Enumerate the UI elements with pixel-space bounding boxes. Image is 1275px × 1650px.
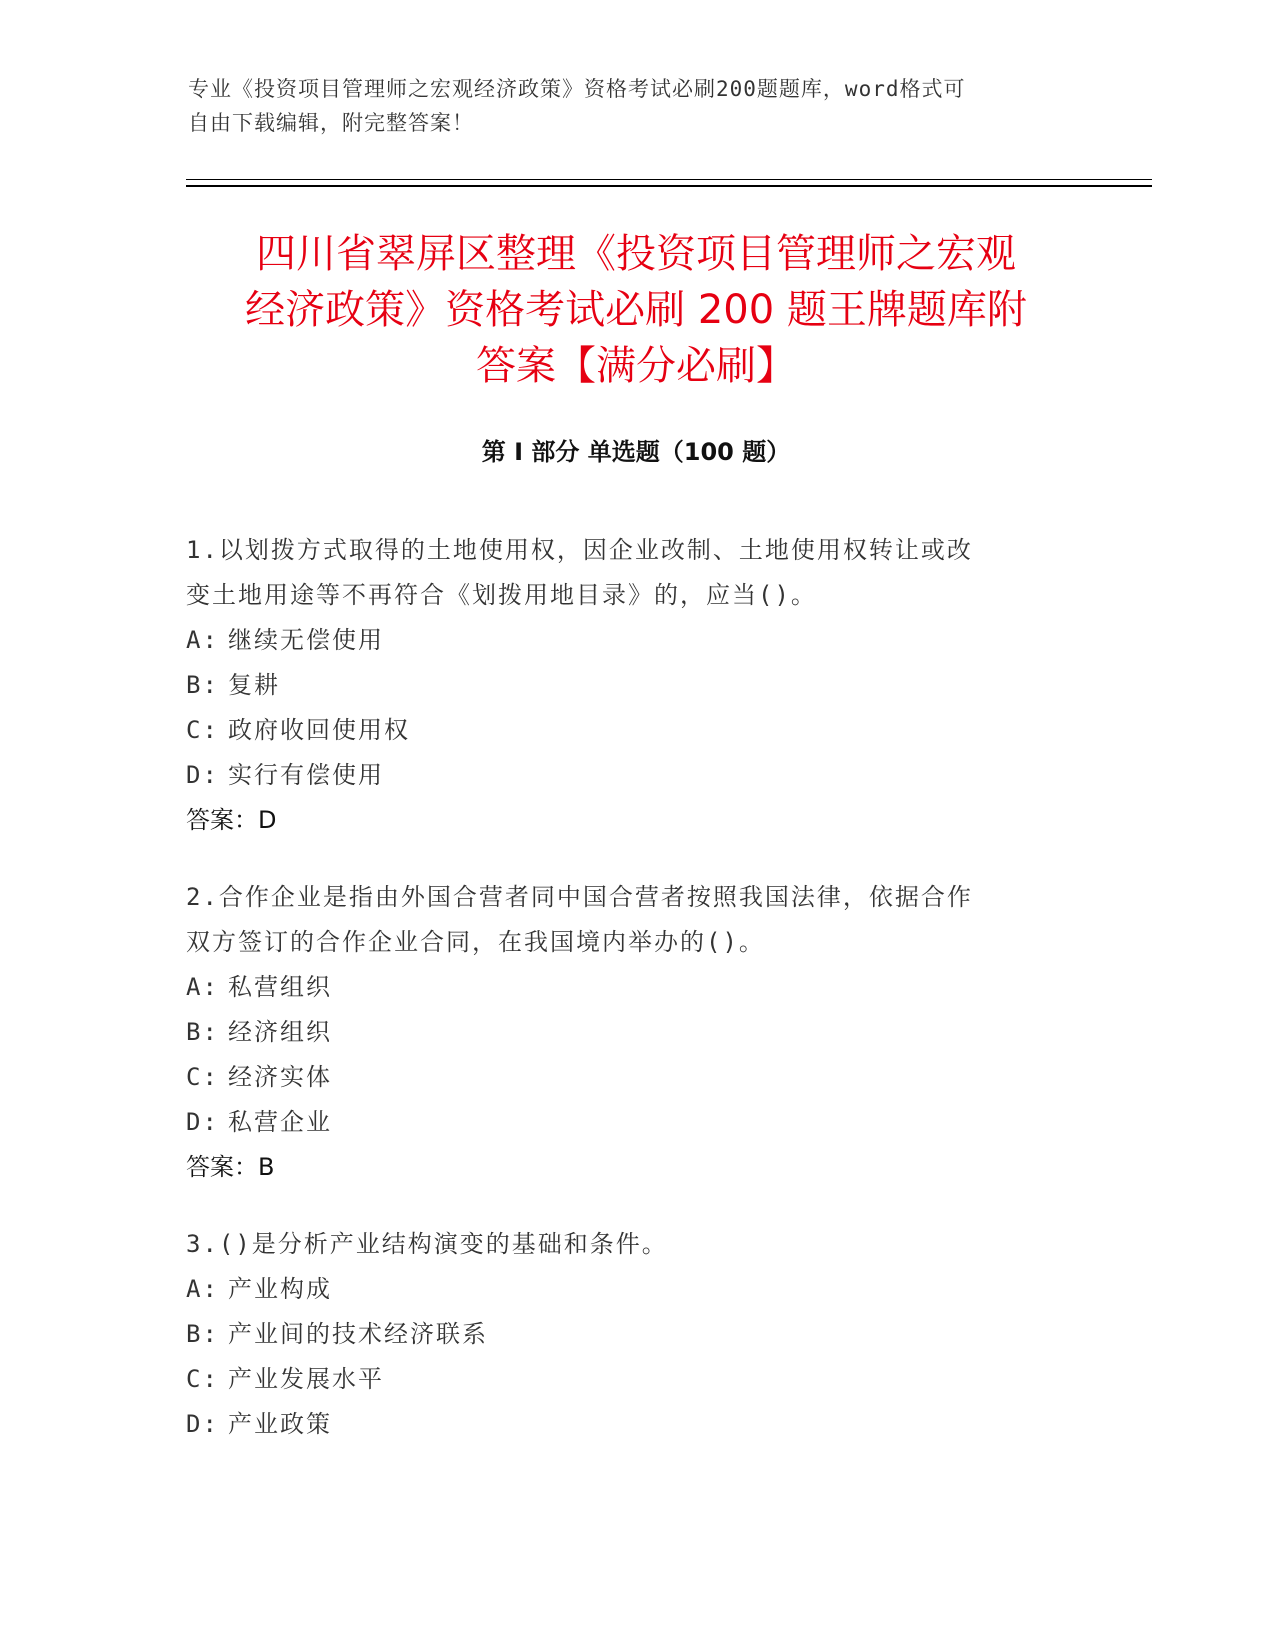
document-title-line-2: 经济政策》资格考试必刷 200 题王牌题库附 xyxy=(245,287,1027,333)
document-title xyxy=(186,226,1086,394)
option-c xyxy=(186,708,1066,753)
option-text: 私营组织 xyxy=(228,973,332,1001)
header-note-line-2: 自由下载编辑，附完整答案！ xyxy=(188,111,474,135)
option-b xyxy=(186,1312,1066,1357)
question-2 xyxy=(186,875,1066,1190)
option-key: D: xyxy=(186,761,219,789)
question-stem-line: 双方签订的合作企业合同，在我国境内举办的()。 xyxy=(186,928,765,956)
option-text: 政府收回使用权 xyxy=(228,716,410,744)
document-title-line-3: 答案【满分必刷】 xyxy=(476,343,796,389)
question-list xyxy=(186,528,1066,1479)
option-a xyxy=(186,965,1066,1010)
header-note-line-1: 专业《投资项目管理师之宏观经济政策》资格考试必刷200题题库，word格式可 xyxy=(188,77,966,101)
option-key: A: xyxy=(186,626,219,654)
option-key: C: xyxy=(186,1365,219,1393)
question-3 xyxy=(186,1222,1066,1447)
option-text: 实行有偿使用 xyxy=(228,761,384,789)
option-c xyxy=(186,1357,1066,1402)
option-key: D: xyxy=(186,1410,219,1438)
option-text: 继续无偿使用 xyxy=(228,626,384,654)
question-stem-line: 变土地用途等不再符合《划拨用地目录》的，应当()。 xyxy=(186,581,817,609)
answer-line: 答案：B xyxy=(186,1153,275,1181)
option-text: 产业构成 xyxy=(228,1275,332,1303)
option-d xyxy=(186,753,1066,798)
option-text: 复耕 xyxy=(228,671,280,699)
section-title: 第 I 部分 单选题（100 题） xyxy=(481,438,791,466)
option-key: D: xyxy=(186,1108,219,1136)
option-text: 经济实体 xyxy=(228,1063,332,1091)
option-d xyxy=(186,1402,1066,1447)
header-divider-thick xyxy=(186,185,1152,187)
question-stem-line: 3.()是分析产业结构演变的基础和条件。 xyxy=(186,1230,668,1258)
option-text: 经济组织 xyxy=(228,1018,332,1046)
option-text: 产业间的技术经济联系 xyxy=(228,1320,488,1348)
option-key: B: xyxy=(186,1018,219,1046)
option-key: B: xyxy=(186,671,219,699)
option-key: C: xyxy=(186,1063,219,1091)
option-b xyxy=(186,1010,1066,1055)
question-stem-line: 1.以划拨方式取得的土地使用权，因企业改制、土地使用权转让或改 xyxy=(186,536,973,564)
option-a xyxy=(186,618,1066,663)
option-text: 私营企业 xyxy=(228,1108,332,1136)
header-divider-thin xyxy=(186,179,1152,180)
option-text: 产业政策 xyxy=(228,1410,332,1438)
option-d xyxy=(186,1100,1066,1145)
document-title-line-1: 四川省翠屏区整理《投资项目管理师之宏观 xyxy=(256,231,1016,277)
answer-line: 答案：D xyxy=(186,806,277,834)
option-a xyxy=(186,1267,1066,1312)
question-stem-line: 2.合作企业是指由外国合营者同中国合营者按照我国法律，依据合作 xyxy=(186,883,973,911)
header-note xyxy=(188,72,1068,140)
option-b xyxy=(186,663,1066,708)
option-text: 产业发展水平 xyxy=(228,1365,384,1393)
option-c xyxy=(186,1055,1066,1100)
question-1 xyxy=(186,528,1066,843)
option-key: C: xyxy=(186,716,219,744)
option-key: A: xyxy=(186,973,219,1001)
option-key: B: xyxy=(186,1320,219,1348)
option-key: A: xyxy=(186,1275,219,1303)
